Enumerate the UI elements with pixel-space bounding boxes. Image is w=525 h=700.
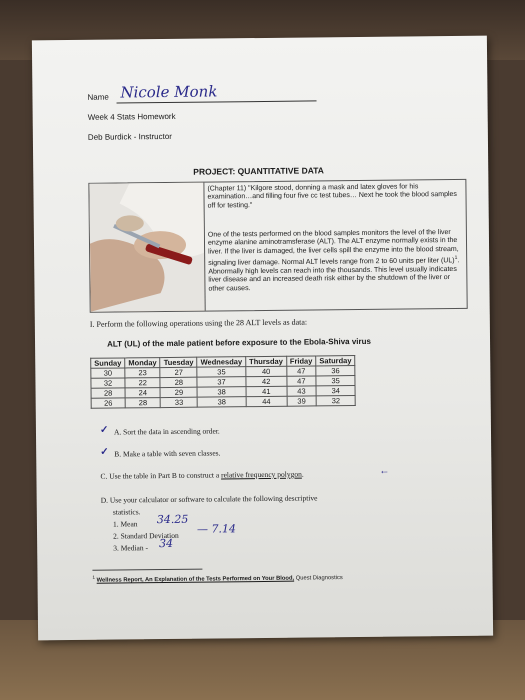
alt-data-table (90, 355, 356, 409)
table-cell: 32 (316, 396, 355, 406)
footnote-divider (92, 569, 202, 571)
footnote-marker: 1 (92, 574, 96, 580)
item-b: B. Make a table with seven classes. (114, 448, 221, 459)
item-d-cont: statistics. (112, 507, 141, 517)
table-cell: 28 (160, 377, 197, 387)
table-cell: 26 (91, 398, 125, 408)
table-cell: 47 (286, 366, 316, 376)
table-cell: 32 (91, 378, 125, 388)
blood-sample-photo (89, 183, 205, 312)
item-d-std: 2. Standard Deviation (113, 530, 179, 541)
check-mark-a: ✓ (99, 424, 109, 436)
table-cell: 30 (91, 368, 125, 378)
item-c-link: relative frequency polygon (220, 469, 302, 480)
check-mark-b: ✓ (100, 446, 109, 458)
alt-paragraph-end: . Abnormally high levels can reach into the thousands. This level usually indicates liver disease and an increased death risk either by the shutdown of the liver or other causes. (208, 257, 460, 293)
arrow-mark: ← (379, 465, 390, 477)
project-box (88, 179, 467, 313)
footnote-source: Quest Diagnostics (294, 575, 343, 582)
table-cell: 34 (316, 386, 355, 396)
table-cell: 38 (197, 397, 246, 408)
table-cell: 42 (246, 376, 287, 386)
table-cell: 35 (316, 376, 355, 386)
section-heading: I. Perform the following operations using the 28 ALT levels as data: (89, 317, 308, 329)
alt-footnote-ref: 1 (454, 255, 458, 262)
table-cell: 28 (125, 398, 160, 408)
table-title: ALT (UL) of the male patient before exposure to the Ebola-Shiva virus (107, 336, 371, 349)
chapter-quote: (Chapter 11) "Kilgore stood, donning a mask and latex gloves for his examination…and filling four five cc test tubes… Next he took the blood samples off for testing." (207, 183, 457, 210)
instructor-line: Deb Burdick - Instructor (87, 131, 172, 142)
table-cell: 40 (246, 366, 287, 376)
footnote (92, 572, 342, 584)
table-cell: 41 (246, 386, 287, 396)
item-a: A. Sort the data in ascending order. (113, 426, 220, 437)
table-cell: 37 (197, 377, 246, 388)
homework-page (32, 36, 493, 641)
item-d: D. Use your calculator or software to calculate the following descriptive (100, 493, 318, 505)
item-c (100, 470, 303, 481)
footnote-link[interactable]: Wellness Report, An Explanation of the Tests Performed on Your Blood, (96, 575, 295, 584)
answer-median: 34 (159, 536, 174, 551)
table-row (91, 396, 355, 409)
col-header: Saturday (316, 356, 355, 366)
course-title: Week 4 Stats Homework (87, 111, 176, 122)
answer-std: — 7.14 (196, 522, 237, 536)
alt-paragraph-text: One of the tests performed on the blood samples monitors the level of the liver enzyme alanine aminotramsferase (ALT). The ALT enzyme normally exists in the liver. If the liver is damaged, the liver cells spill the enzyme into the blood stream, signaling liver damage. Normal ALT levels range from 2 to 60 units per liter (UL) (207, 229, 459, 268)
table-cell: 47 (287, 376, 317, 386)
alt-paragraph (208, 229, 461, 294)
table-cell: 35 (197, 367, 246, 378)
answer-mean: 34.25 (156, 512, 189, 527)
project-title: PROJECT: QUANTITATIVE DATA (193, 165, 324, 177)
col-header: Thursday (246, 356, 287, 366)
col-header: Sunday (91, 358, 125, 368)
table-cell: 44 (246, 396, 287, 406)
table-cell: 27 (160, 367, 197, 377)
col-header: Friday (286, 356, 316, 366)
item-c-suffix: . (301, 469, 304, 479)
table-cell: 38 (197, 387, 246, 398)
table-cell: 33 (161, 397, 198, 407)
table-cell: 29 (160, 387, 197, 397)
table-cell: 24 (125, 388, 160, 398)
name-handwriting: Nicole Monk (120, 82, 218, 102)
item-d-median: 3. Median - (113, 543, 149, 553)
table-cell: 39 (287, 396, 317, 406)
table-cell: 23 (125, 368, 160, 378)
table-cell: 22 (125, 378, 160, 388)
col-header: Wednesday (197, 357, 246, 368)
item-c-prefix: C. Use the table in Part B to construct a (100, 470, 222, 481)
name-label: Name (87, 92, 109, 102)
table-cell: 36 (316, 366, 355, 376)
table-cell: 43 (287, 386, 317, 396)
col-header: Monday (125, 358, 160, 368)
item-d-mean: 1. Mean (112, 519, 138, 529)
col-header: Tuesday (160, 357, 197, 367)
table-cell: 28 (91, 388, 125, 398)
